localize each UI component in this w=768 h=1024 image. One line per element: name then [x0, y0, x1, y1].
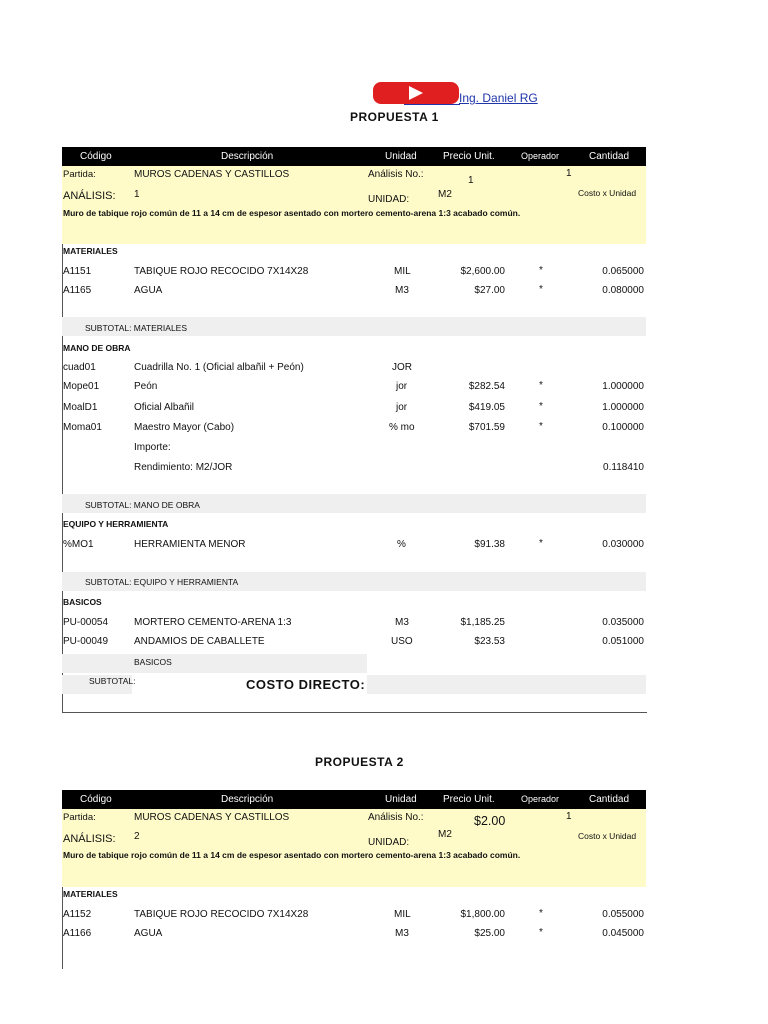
row-op: *	[539, 908, 543, 919]
col-unidad: Unidad	[385, 151, 417, 162]
row-code: A1151	[63, 266, 92, 277]
analisis-no-label: Análisis No.:	[368, 169, 424, 180]
row-price: $91.38	[474, 539, 505, 550]
partida-label: Partida:	[63, 812, 96, 823]
unidad-value: M2	[438, 829, 452, 840]
rendimiento-qty: 0.118410	[603, 462, 644, 473]
table-frame	[62, 166, 647, 713]
importe-label: Importe:	[134, 442, 171, 453]
row-desc: Maestro Mayor (Cabo)	[134, 422, 235, 433]
row-qty: 1.000000	[602, 381, 644, 392]
row-price: $27.00	[474, 285, 505, 296]
row-op: *	[539, 265, 543, 276]
row-desc: AGUA	[134, 285, 163, 296]
col-descripcion: Descripción	[221, 151, 274, 162]
costo-directo-label: COSTO DIRECTO:	[246, 677, 366, 692]
row-unit: %	[397, 539, 406, 550]
basicos-title: BASICOS	[63, 597, 102, 607]
row-price: $23.53	[474, 636, 505, 647]
col-cantidad: Cantidad	[589, 794, 630, 805]
row-op: *	[539, 284, 543, 295]
youtube-logo-icon[interactable]	[373, 82, 459, 104]
propuesta-2-table	[62, 790, 646, 950]
row-desc: Peón	[134, 381, 158, 392]
subtotal-materiales: SUBTOTAL: MATERIALES	[85, 323, 188, 333]
row-op: *	[539, 927, 543, 938]
row-unit: % mo	[389, 422, 415, 433]
costo-unidad-label: Costo x Unidad	[578, 188, 637, 198]
row-op: *	[539, 421, 543, 432]
col-precio: Precio Unit.	[443, 151, 495, 162]
row-price: $1,185.25	[460, 617, 505, 628]
col-descripcion: Descripción	[221, 794, 274, 805]
row-op: *	[539, 538, 543, 549]
basicos-label: BASICOS	[134, 657, 172, 667]
col-codigo: Código	[80, 794, 112, 805]
partida-value: MUROS CADENAS Y CASTILLOS	[134, 169, 290, 180]
row-unit: MIL	[394, 909, 411, 920]
col-precio: Precio Unit.	[443, 794, 495, 805]
col-cantidad: Cantidad	[589, 151, 630, 162]
row-qty: 0.065000	[602, 266, 644, 277]
row-qty: 0.055000	[602, 909, 644, 920]
row-qty: 0.030000	[602, 539, 644, 550]
row-price: $2,600.00	[460, 266, 505, 277]
table-header	[62, 790, 646, 809]
row-desc: AGUA	[134, 928, 163, 939]
subtotal-value-cell	[367, 675, 646, 694]
row-price: $25.00	[474, 928, 505, 939]
subtotal-equipo: SUBTOTAL: EQUIPO Y HERRAMIENTA	[85, 577, 239, 587]
col-operador: Operador	[521, 151, 560, 161]
row-unit: JOR	[392, 362, 412, 373]
col-unidad: Unidad	[385, 794, 417, 805]
row-code: Moma01	[63, 422, 102, 433]
row-unit: MIL	[394, 266, 411, 277]
row-op: *	[539, 401, 543, 412]
materiales-title: MATERIALES	[63, 889, 118, 899]
row-code: A1166	[63, 928, 92, 939]
author-link[interactable]: Ing. Daniel RG	[459, 91, 538, 105]
analisis-no-value: 1	[468, 175, 474, 186]
row-unit: M3	[395, 928, 409, 939]
row-op: *	[539, 380, 543, 391]
row-desc: TABIQUE ROJO RECOCIDO 7X14X28	[134, 909, 309, 920]
unidad-label: UNIDAD:	[368, 837, 410, 848]
row-code: cuad01	[63, 362, 96, 373]
analisis-label: ANÁLISIS:	[63, 190, 116, 202]
row-unit: jor	[396, 402, 408, 413]
row-code: %MO1	[63, 539, 94, 550]
row-price: $282.54	[468, 381, 505, 392]
row-unit: M3	[395, 617, 409, 628]
row-desc: Oficial Albañil	[134, 402, 195, 413]
propuesta-2-title: PROPUESTA 2	[315, 755, 404, 769]
partida-label: Partida:	[63, 169, 96, 180]
operador-value: 1	[566, 811, 572, 822]
costo-unidad-label: Costo x Unidad	[578, 831, 637, 841]
row-desc: MORTERO CEMENTO-ARENA 1:3	[134, 617, 292, 628]
row-desc: ANDAMIOS DE CABALLETE	[134, 636, 265, 647]
row-desc: Cuadrilla No. 1 (Oficial albañil + Peón)	[134, 362, 304, 373]
propuesta-1-table	[62, 147, 646, 713]
analisis-no-value: $2.00	[474, 814, 506, 828]
table-header	[62, 147, 646, 166]
row-desc: TABIQUE ROJO RECOCIDO 7X14X28	[134, 266, 309, 277]
row-qty: 0.080000	[602, 285, 644, 296]
analisis-value: 2	[134, 831, 140, 842]
basicos-gray-cell	[62, 654, 367, 673]
partida-value: MUROS CADENAS Y CASTILLOS	[134, 812, 290, 823]
row-qty: 0.035000	[602, 617, 644, 628]
row-qty: 0.045000	[602, 928, 644, 939]
col-codigo: Código	[80, 151, 112, 162]
row-code: PU-00049	[63, 636, 109, 647]
row-price: $1,800.00	[460, 909, 505, 920]
row-qty: 0.100000	[602, 422, 644, 433]
rendimiento-label: Rendimiento: M2/JOR	[134, 462, 233, 473]
row-code: PU-00054	[63, 617, 109, 628]
col-operador: Operador	[521, 794, 560, 804]
descripcion-text: Muro de tabique rojo común de 11 a 14 cm de espesor asentado con mortero cemento-arena 1:3 acabado común.	[63, 208, 521, 218]
propuesta-1-title: PROPUESTA 1	[350, 110, 439, 124]
subtotal-mano: SUBTOTAL: MANO DE OBRA	[85, 500, 200, 510]
descripcion-text: Muro de tabique rojo común de 11 a 14 cm de espesor asentado con mortero cemento-arena 1:3 acabado común.	[63, 850, 521, 860]
mano-title: MANO DE OBRA	[63, 343, 131, 353]
row-price: $701.59	[468, 422, 505, 433]
materiales-title: MATERIALES	[63, 246, 118, 256]
row-code: A1152	[63, 909, 92, 920]
row-code: A1165	[63, 285, 92, 296]
row-qty: 0.051000	[602, 636, 644, 647]
play-icon	[409, 86, 423, 100]
analisis-value: 1	[134, 189, 140, 200]
subtotal-label: SUBTOTAL:	[89, 676, 136, 686]
row-unit: M3	[395, 285, 409, 296]
row-code: Mope01	[63, 381, 100, 392]
row-code: MoalD1	[63, 402, 98, 413]
equipo-title: EQUIPO Y HERRAMIENTA	[63, 519, 169, 529]
row-desc: HERRAMIENTA MENOR	[134, 539, 246, 550]
analisis-no-label: Análisis No.:	[368, 812, 424, 823]
row-unit: USO	[391, 636, 413, 647]
row-price: $419.05	[468, 402, 505, 413]
analisis-label: ANÁLISIS:	[63, 833, 116, 845]
row-unit: jor	[396, 381, 408, 392]
row-qty: 1.000000	[602, 402, 644, 413]
author-underline	[404, 104, 460, 105]
unidad-label: UNIDAD:	[368, 194, 410, 205]
unidad-value: M2	[438, 189, 452, 200]
operador-value: 1	[566, 168, 572, 179]
